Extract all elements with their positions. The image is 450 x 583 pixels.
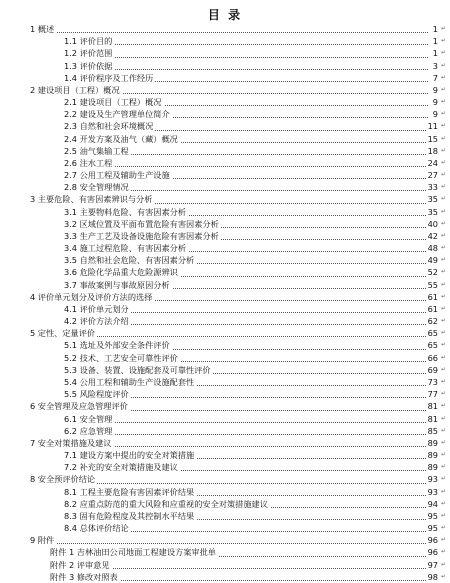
toc-entry-label: 4 评价单元划分及评价方法的选择 bbox=[30, 291, 153, 302]
toc-page-number: 93 bbox=[427, 474, 438, 485]
toc-page-number: 27 bbox=[427, 170, 438, 181]
paragraph-mark-icon: ↵ bbox=[440, 207, 446, 215]
paragraph-mark-icon: ↵ bbox=[440, 73, 446, 81]
toc-entry-label: 8.1 工程主要危险有害因素评价结果 bbox=[64, 486, 195, 497]
toc-entry-label: 8 安全预评价结论 bbox=[30, 474, 96, 485]
toc-page-number: 93 bbox=[427, 486, 438, 497]
toc-entry-label: 5 定性、定量评价 bbox=[30, 328, 96, 339]
toc-page-number: 94 bbox=[427, 498, 438, 509]
paragraph-mark-icon: ↵ bbox=[440, 426, 446, 434]
toc-page-number: 1 bbox=[432, 24, 438, 34]
toc-entry-label: 3.7 事故案例与事故原因分析 bbox=[64, 279, 170, 290]
paragraph-mark-icon: ↵ bbox=[440, 463, 446, 471]
paragraph-mark-icon: ↵ bbox=[440, 231, 446, 239]
toc-page-number: 35 bbox=[427, 206, 438, 217]
paragraph-mark-icon: ↵ bbox=[440, 487, 446, 495]
toc-entry-label: 5.2 技术、工艺安全可靠性评价 bbox=[64, 352, 178, 363]
paragraph-mark-icon: ↵ bbox=[440, 110, 446, 118]
paragraph-mark-icon: ↵ bbox=[440, 414, 446, 422]
paragraph-mark-icon: ↵ bbox=[440, 25, 446, 32]
toc-entry-label: 6.1 安全管理 bbox=[64, 413, 113, 424]
paragraph-mark-icon: ↵ bbox=[440, 402, 446, 410]
toc-entry-label: 3.3 生产工艺及设备设施危险有害因素分析 bbox=[64, 230, 219, 241]
paragraph-mark-icon: ↵ bbox=[440, 572, 446, 580]
paragraph-mark-icon: ↵ bbox=[440, 134, 446, 142]
paragraph-mark-icon: ↵ bbox=[440, 475, 446, 483]
paragraph-mark-icon: ↵ bbox=[440, 353, 446, 361]
toc-entry-label: 附件 3 修改对照表 bbox=[50, 571, 118, 582]
toc-entry-label: 2.1 建设项目（工程）概况 bbox=[64, 97, 162, 108]
toc-page-number: 9 bbox=[432, 84, 438, 95]
toc-page-number: 95 bbox=[427, 510, 438, 521]
toc-entry-label: 5.1 选址及外部安全条件评价 bbox=[64, 340, 170, 351]
toc-entry-label: 2.2 建设及生产管理单位简介 bbox=[64, 109, 170, 120]
paragraph-mark-icon: ↵ bbox=[440, 292, 446, 300]
paragraph-mark-icon: ↵ bbox=[440, 511, 446, 519]
toc-entry-label: 7 安全对策措施及建议 bbox=[30, 437, 112, 448]
paragraph-mark-icon: ↵ bbox=[440, 219, 446, 227]
paragraph-mark-icon: ↵ bbox=[440, 548, 446, 556]
toc-page-number: 7 bbox=[432, 72, 438, 83]
toc-entry-label: 5.5 风险程度评价 bbox=[64, 389, 129, 400]
toc-page-number: 61 bbox=[427, 291, 438, 302]
toc-page-number: 95 bbox=[427, 523, 438, 534]
paragraph-mark-icon: ↵ bbox=[440, 171, 446, 179]
toc-entry-label: 4.2 评价方法介绍 bbox=[64, 316, 129, 327]
paragraph-mark-icon: ↵ bbox=[440, 49, 446, 57]
toc-entry-label: 附件 2 评审意见 bbox=[50, 559, 110, 570]
paragraph-mark-icon: ↵ bbox=[440, 158, 446, 166]
paragraph-mark-icon: ↵ bbox=[440, 390, 446, 398]
toc-page-number: 77 bbox=[427, 389, 438, 400]
toc-page-number: 96 bbox=[427, 535, 438, 546]
toc-entry-label: 1 概述 bbox=[30, 24, 55, 34]
toc-page-number: 81 bbox=[427, 413, 438, 424]
toc-page-number: 9 bbox=[432, 109, 438, 120]
toc-page-number: 18 bbox=[427, 145, 438, 156]
paragraph-mark-icon: ↵ bbox=[440, 244, 446, 252]
toc-entry-label: 3.4 施工过程危险、有害因素分析 bbox=[64, 243, 187, 254]
toc-page-number: 65 bbox=[427, 340, 438, 351]
toc-title: 目 录 bbox=[207, 8, 243, 22]
toc-entry-label: 3.5 自然和社会危险、有害因素分析 bbox=[64, 255, 195, 266]
toc-entry-label: 1.4 评价程序及工作经历 bbox=[64, 72, 154, 83]
toc-entry-label: 2.4 开发方案及油气（藏）概况 bbox=[64, 133, 178, 144]
paragraph-mark-icon: ↵ bbox=[440, 451, 446, 459]
toc-page-number: 89 bbox=[427, 450, 438, 461]
toc-entry-label: 6 安全管理及应急管理评价 bbox=[30, 401, 128, 412]
toc-page-number: 73 bbox=[427, 376, 438, 387]
toc-entry-label: 4.1 评价单元划分 bbox=[64, 303, 129, 314]
toc-attachment-entry[interactable] bbox=[0, 571, 450, 583]
paragraph-mark-icon: ↵ bbox=[440, 146, 446, 154]
toc-entry-label: 3.2 区域位置及平面布置危险有害因素分析 bbox=[64, 218, 219, 229]
toc-entry-label: 2.3 自然和社会环境概况 bbox=[64, 121, 154, 132]
toc-page-number: 89 bbox=[427, 437, 438, 448]
toc-page-number: 24 bbox=[427, 157, 438, 168]
paragraph-mark-icon: ↵ bbox=[440, 560, 446, 568]
paragraph-mark-icon: ↵ bbox=[440, 98, 446, 106]
toc-entry-label: 3.1 主要物料危险、有害因素分析 bbox=[64, 206, 187, 217]
toc-page-number: 15 bbox=[427, 133, 438, 144]
toc-page-number: 55 bbox=[427, 279, 438, 290]
toc-page-number: 9 bbox=[432, 97, 438, 108]
toc-entry-label: 2.5 油气集输工程 bbox=[64, 145, 129, 156]
toc-page-number: 62 bbox=[427, 316, 438, 327]
paragraph-mark-icon: ↵ bbox=[440, 195, 446, 203]
toc-entry-label: 8.3 固有危险程度及其控制水平结果 bbox=[64, 510, 195, 521]
toc-entry-label: 3.6 危险化学品重大危险源辨识 bbox=[64, 267, 178, 278]
paragraph-mark-icon: ↵ bbox=[440, 37, 446, 45]
toc-entry-label: 3 主要危险、有害因素辨识与分析 bbox=[30, 194, 153, 205]
toc-list bbox=[0, 23, 450, 583]
toc-entry-label: 1.1 评价目的 bbox=[64, 36, 113, 47]
toc-page-number: 85 bbox=[427, 425, 438, 436]
paragraph-mark-icon: ↵ bbox=[440, 536, 446, 544]
toc-page-number: 42 bbox=[427, 230, 438, 241]
toc-entry-label: 9 附件 bbox=[30, 535, 55, 546]
paragraph-mark-icon: ↵ bbox=[440, 438, 446, 446]
toc-entry-label: 附件 1 吉林油田公司地面工程建设方案审批单 bbox=[50, 547, 216, 558]
toc-entry-label: 8.4 总体评价结论 bbox=[64, 523, 129, 534]
toc-page-number: 49 bbox=[427, 255, 438, 266]
paragraph-mark-icon: ↵ bbox=[440, 329, 446, 337]
toc-page-number: 81 bbox=[427, 401, 438, 412]
toc-page-number: 52 bbox=[427, 267, 438, 278]
toc-page-number: 69 bbox=[427, 364, 438, 375]
toc-page-number: 40 bbox=[427, 218, 438, 229]
toc-page-number: 66 bbox=[427, 352, 438, 363]
toc-entry-label: 7.2 补充的安全对策措施及建议 bbox=[64, 462, 178, 473]
toc-page-number: 35 bbox=[427, 194, 438, 205]
toc-page-number: 1 bbox=[432, 36, 438, 47]
paragraph-mark-icon: ↵ bbox=[440, 377, 446, 385]
toc-entry-label: 7.1 建设方案中提出的安全对策措施 bbox=[64, 450, 195, 461]
paragraph-mark-icon: ↵ bbox=[440, 183, 446, 191]
paragraph-mark-icon: ↵ bbox=[440, 365, 446, 373]
paragraph-mark-icon: ↵ bbox=[440, 341, 446, 349]
paragraph-mark-icon: ↵ bbox=[440, 122, 446, 130]
toc-entry-label: 2 建设项目（工程）概况 bbox=[30, 84, 120, 95]
paragraph-mark-icon: ↵ bbox=[440, 256, 446, 264]
toc-entry-label: 1.3 评价依据 bbox=[64, 60, 113, 71]
paragraph-mark-icon: ↵ bbox=[440, 280, 446, 288]
toc-page-number: 96 bbox=[427, 547, 438, 558]
toc-page-number: 3 bbox=[432, 60, 438, 71]
toc-page-number: 65 bbox=[427, 328, 438, 339]
toc-entry-label: 6.2 应急管理 bbox=[64, 425, 113, 436]
paragraph-mark-icon: ↵ bbox=[440, 268, 446, 276]
toc-entry-label: 8.2 应重点防范的重大风险和应重视的安全对策措施建议 bbox=[64, 498, 268, 509]
toc-page-number: 11 bbox=[427, 121, 438, 132]
paragraph-mark-icon: ↵ bbox=[440, 304, 446, 312]
toc-entry-label: 2.7 公用工程及辅助生产设施 bbox=[64, 170, 170, 181]
toc-entry-label: 5.4 公用工程和辅助生产设施配套性 bbox=[64, 376, 195, 387]
toc-page-number: 89 bbox=[427, 462, 438, 473]
toc-page-number: 33 bbox=[427, 182, 438, 193]
toc-entry-label: 5.3 设备、装置、设施配套及可靠性评价 bbox=[64, 364, 211, 375]
toc-page-number: 48 bbox=[427, 243, 438, 254]
paragraph-mark-icon: ↵ bbox=[440, 317, 446, 325]
paragraph-mark-icon: ↵ bbox=[440, 85, 446, 93]
toc-page-number: 61 bbox=[427, 303, 438, 314]
toc-entry-label: 1.2 评价范围 bbox=[64, 48, 113, 59]
toc-page-number: 1 bbox=[432, 48, 438, 59]
paragraph-mark-icon: ↵ bbox=[440, 524, 446, 532]
toc-page-number: 97 bbox=[427, 559, 438, 570]
toc-entry-label: 2.8 安全管理情况 bbox=[64, 182, 129, 193]
paragraph-mark-icon: ↵ bbox=[440, 61, 446, 69]
paragraph-mark-icon: ↵ bbox=[440, 499, 446, 507]
toc-entry-label: 2.6 注水工程 bbox=[64, 157, 113, 168]
toc-page-number: 98 bbox=[427, 571, 438, 582]
